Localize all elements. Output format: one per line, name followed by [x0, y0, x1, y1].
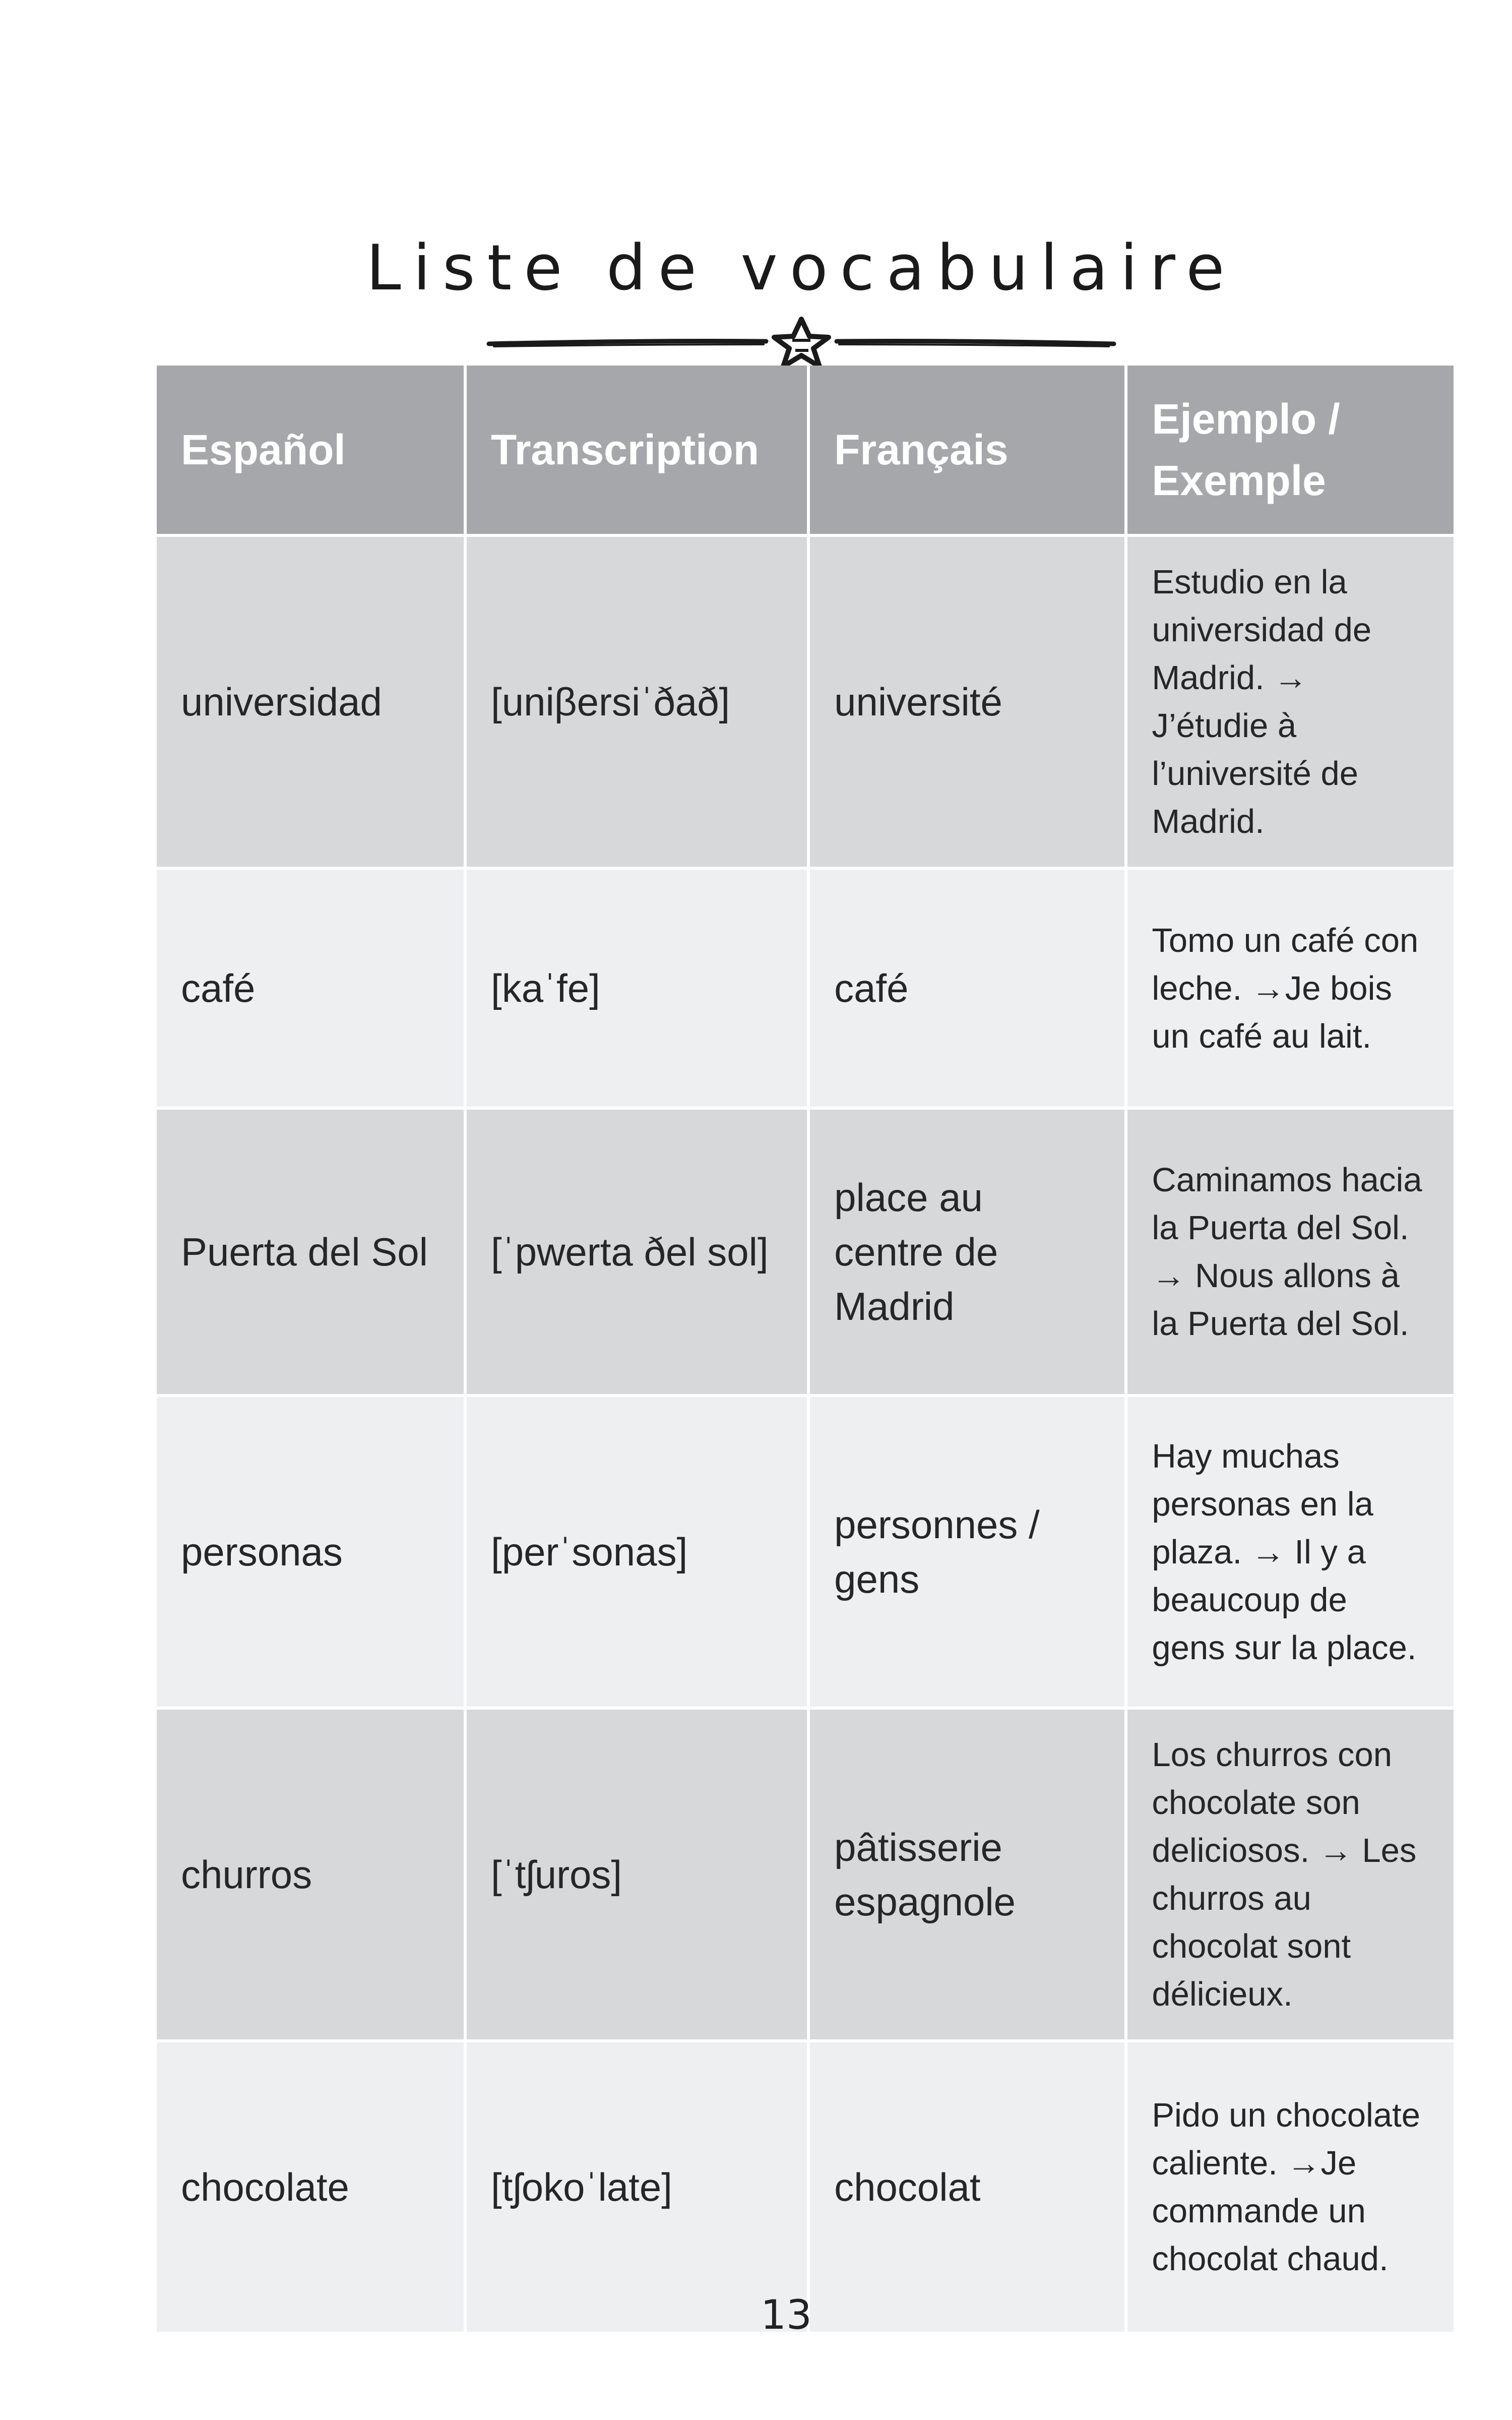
column-header-transcription: Transcription: [467, 366, 807, 537]
table-row: [157, 1710, 1454, 2042]
column-header-francais: Français: [810, 366, 1124, 537]
cell-francais: chocolat: [810, 2042, 1124, 2335]
cell-francais: pâtisserie espagnole: [810, 1710, 1124, 2042]
column-header-espanol: Español: [157, 366, 464, 537]
cell-exemple: Pido un chocolate caliente. →Je commande un chocolat chaud.: [1127, 2042, 1454, 2335]
cell-exemple: Los churros con chocolate son deliciosos. → Les churros au chocolat sont délicieux.: [1127, 1710, 1454, 2042]
cell-espanol: personas: [157, 1397, 464, 1710]
cell-espanol: churros: [157, 1710, 464, 2042]
cell-transcription: [tʃokoˈlate]: [467, 2042, 807, 2335]
cell-exemple: Hay muchas personas en la plaza. → Il y a beaucoup de gens sur la place.: [1127, 1397, 1454, 1710]
cell-transcription: [uniβersiˈðað]: [467, 537, 807, 870]
table-row: [157, 2042, 1454, 2335]
cell-francais: université: [810, 537, 1124, 870]
star-divider-icon: [484, 315, 1119, 371]
cell-espanol: Puerta del Sol: [157, 1110, 464, 1397]
table-row: [157, 870, 1454, 1110]
cell-espanol: chocolate: [157, 2042, 464, 2335]
cell-exemple: Estudio en la universidad de Madrid. → J’étudie à l’université de Madrid.: [1127, 537, 1454, 870]
cell-francais: café: [810, 870, 1124, 1110]
cell-espanol: universidad: [157, 537, 464, 870]
cell-transcription: [ˈpwerta ðel sol]: [467, 1110, 807, 1397]
cell-exemple: Tomo un café con leche. →Je bois un café au lait.: [1127, 870, 1454, 1110]
table-row: [157, 1110, 1454, 1397]
cell-exemple: Caminamos hacia la Puerta del Sol. → Nous allons à la Puerta del Sol.: [1127, 1110, 1454, 1397]
cell-francais: personnes / gens: [810, 1397, 1124, 1710]
table-row: [157, 537, 1454, 870]
page-title: Liste de vocabulaire: [366, 232, 1237, 305]
column-header-exemple: Ejemplo / Exemple: [1127, 366, 1454, 537]
page-number: 13: [761, 2291, 812, 2338]
cell-transcription: [kaˈfe]: [467, 870, 807, 1110]
cell-transcription: [perˈsonas]: [467, 1397, 807, 1710]
cell-transcription: [ˈtʃuros]: [467, 1710, 807, 2042]
cell-espanol: café: [157, 870, 464, 1110]
vocabulary-table: [154, 366, 1457, 2335]
table-header-row: [157, 366, 1454, 537]
cell-francais: place au centre de Madrid: [810, 1110, 1124, 1397]
table-row: [157, 1397, 1454, 1710]
